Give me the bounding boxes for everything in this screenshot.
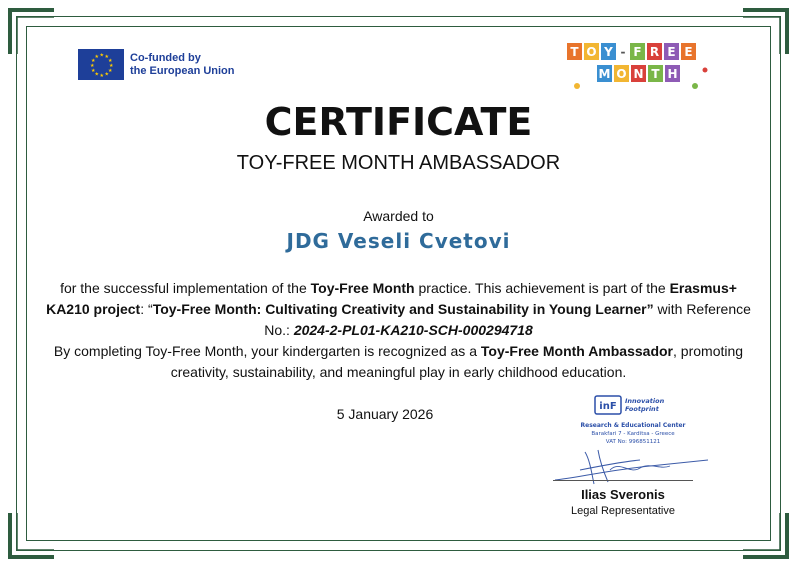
svg-text:inF: inF [599,401,617,412]
svg-text:Footprint: Footprint [625,405,659,413]
certificate-date: 5 January 2026 [336,406,434,422]
certificate-body [40,278,757,383]
logo-letter: T [651,67,660,81]
corner-ornament-bottom-left [8,513,54,559]
logo-letter: O [586,45,597,59]
toy-free-month-logo [565,40,715,92]
signature-graphic [550,440,710,490]
svg-text:★: ★ [108,58,113,64]
logo-letter: N [633,67,644,81]
logo-letter: R [649,45,660,59]
svg-text:★: ★ [99,73,104,79]
signer-name: Ilias Sveronis [581,487,665,502]
svg-text:★: ★ [90,63,95,69]
achievement-paragraph: for the successful implementation of the Toy-Free Month practice. This achievement is part of the Erasmus+ KA210 project: “Toy-Free Month: Cultivating Creativity and Sustainability in Young Learner” with Reference No.: 2024-2-PL01-KA210-SCH-000294718 [46,280,751,338]
svg-text:★: ★ [99,52,104,59]
eu-text-line1: Co-funded by [130,51,201,64]
logo-letter: - [620,45,626,59]
svg-text:★: ★ [91,68,96,74]
svg-text:Research & Educational Center: Research & Educational Center [580,422,686,429]
eu-flag-icon [78,49,124,80]
awarded-to-label: Awarded to [363,208,434,224]
svg-text:Barakfari 7 - Karditsa - Greec: Barakfari 7 - Karditsa - Greece [591,431,675,437]
svg-text:★: ★ [109,63,114,69]
svg-text:★: ★ [94,71,99,78]
svg-text:VAT No: 996851121: VAT No: 996851121 [605,439,661,445]
logo-letter: Y [604,45,613,59]
svg-text:★: ★ [94,54,99,60]
signature-line [553,480,693,481]
svg-text:Innovation: Innovation [625,397,665,405]
recipient-name: JDG Veseli Cvetovi [286,229,511,253]
eu-cofunded-logo [78,49,235,80]
corner-ornament-top-left [8,8,54,54]
logo-letter: T [570,45,579,59]
logo-letter: H [667,67,678,81]
svg-text:★: ★ [104,71,109,78]
recognition-paragraph: By completing Toy-Free Month, your kindergarten is recognized as a Toy-Free Month Ambassador, promoting creativity, sustainability, and meaningful play in early childhood education. [53,343,744,380]
logo-letter: O [616,67,627,81]
svg-text:★: ★ [91,58,96,64]
logo-letter: M [598,67,611,81]
logo-letter: E [667,45,676,59]
signer-role: Legal Representative [571,505,675,517]
reference-number: 2024-2-PL01-KA210-SCH-000294718 [293,322,533,338]
eu-text-line2: the European Union [130,64,235,77]
corner-ornament-top-right [743,8,789,54]
svg-text:★: ★ [108,68,113,74]
logo-letter: E [684,45,693,59]
certificate-subtitle: TOY-FREE MONTH AMBASSADOR [236,152,561,174]
corner-ornament-bottom-right [743,513,789,559]
svg-text:★: ★ [104,54,109,60]
certificate-title: CERTIFICATE [264,100,533,144]
logo-letter: F [633,45,642,59]
